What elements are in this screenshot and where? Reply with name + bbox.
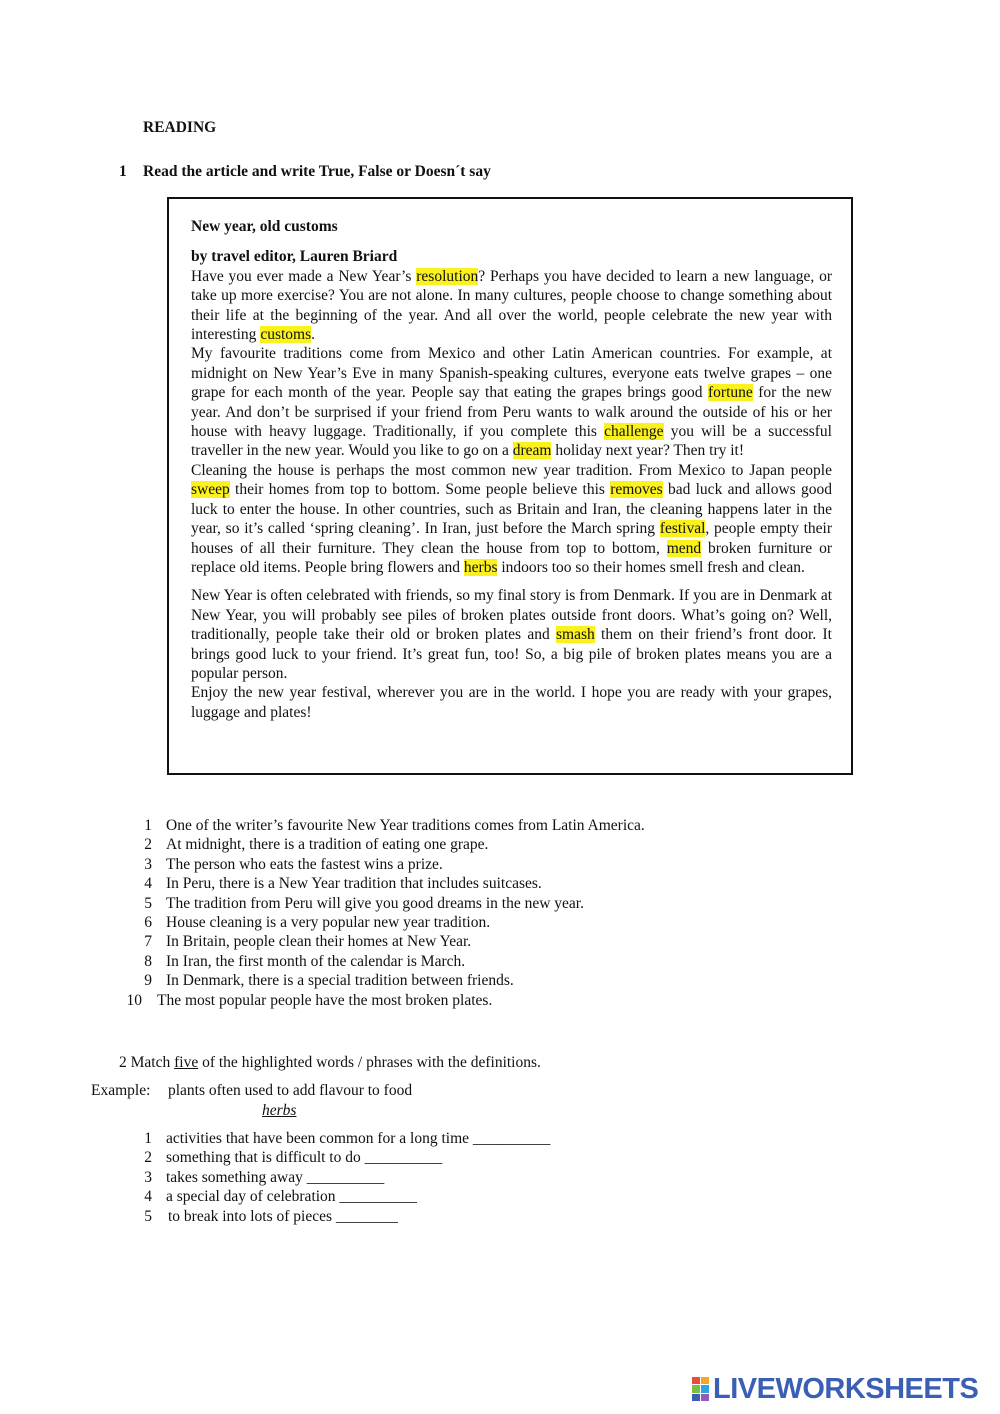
list-item: 3 The person who eats the fastest wins a prize. <box>144 855 443 873</box>
task1-number: 1 <box>119 163 127 180</box>
list-item: 4 In Peru, there is a New Year tradition that includes suitcases. <box>144 875 542 893</box>
liveworksheets-logo <box>692 1374 978 1404</box>
list-item: 1 One of the writer’s favourite New Year traditions comes from Latin America. <box>144 817 645 834</box>
list-item: 10 The most popular people have the most broken plates. <box>126 991 493 1009</box>
article-box <box>167 197 853 775</box>
logo-text: LIVEWORKSHEETS <box>713 1372 979 1405</box>
article-paragraph-2: My favourite traditions come from Mexico and other Latin American countries. For example, at midnight on New Year’s Eve in many Spanish-speaking cultures, everyone eats twelve grapes – one grape for each month of the year. People say that eating the grapes brings good fortune for the new year. And don’t be surprised if your friend from Peru wants to walk around the outside of his or her house with heavy luggage. Traditionally, if you complete this challenge you will be a successful traveller in the new year. Would you like to go on a dream holiday next year? Then try it! <box>191 345 832 460</box>
highlight-removes: removes <box>610 481 663 499</box>
highlight-mend: mend <box>666 539 702 557</box>
highlight-fortune: fortune <box>708 384 753 402</box>
task2-instruction: 2 Match five of the highlighted words / phrases with the definitions. <box>119 1054 541 1071</box>
article-paragraph-5: Enjoy the new year festival, wherever you are in the world. I hope you are ready with your grapes, luggage and plates! <box>191 684 832 721</box>
article-paragraph-3: Cleaning the house is perhaps the most common new year tradition. From Mexico to Japan people sweep their homes from top to bottom. Some people believe this removes bad luck and allows good luck to enter the house. In other countries, such as Britain and Iran, the cleaning happens later in the year, so it’s called ‘spring cleaning’. In Iran, just before the March spring festival, people empty their houses of all their furniture. They clean the house from top to bottom, mend broken furniture or replace old items. People bring flowers and herbs indoors too so their homes smell fresh and clean. <box>191 461 833 576</box>
example-label: Example: <box>91 1082 151 1099</box>
list-item: 3 takes something away __________ <box>144 1168 385 1186</box>
list-item: 8 In Iran, the first month of the calendar is March. <box>144 952 466 970</box>
highlight-sweep: sweep <box>191 481 230 499</box>
article-paragraph-4: New Year is often celebrated with friends, so my final story is from Denmark. If you are in Denmark at New Year, you will probably see piles of broken plates outside front doors. What’s going on? Well, traditionally, people take their old or broken plates and smash them on their friend’s front door. It brings good luck to your friend. It’s great fun, too! So, a big pile of broken plates means you are a popular person. <box>191 587 832 682</box>
list-item: 7 In Britain, people clean their homes at New Year. <box>144 933 472 951</box>
list-item: 5 to break into lots of pieces ________ <box>144 1207 398 1225</box>
article-paragraph-1: Have you ever made a New Year’s resolution? Perhaps you have decided to learn a new language, or take up more exercise? You are not alone. In many cultures, people choose to change something about their life at the beginning of the year. And all over the world, people celebrate the new year with interesting customs. <box>191 267 832 344</box>
highlight-challenge: challenge <box>604 423 664 441</box>
task1-instruction: Read the article and write True, False or Doesn´t say <box>143 163 491 180</box>
section-title: READING <box>143 119 217 136</box>
highlight-herbs: herbs <box>463 558 498 576</box>
article-byline: by travel editor, Lauren Briard <box>191 248 398 266</box>
list-item: 2 something that is difficult to do __________ <box>144 1149 443 1167</box>
article-title: New year, old customs <box>191 218 338 235</box>
list-item: 2 At midnight, there is a tradition of eating one grape. <box>144 836 489 854</box>
highlight-smash: smash <box>556 626 595 644</box>
example-text: plants often used to add flavour to food <box>168 1082 413 1099</box>
highlight-festival: festival <box>659 520 706 538</box>
statement-list <box>120 816 820 1010</box>
list-item: 9 In Denmark, there is a special tradition between friends. <box>144 972 514 990</box>
highlight-dream: dream <box>512 442 552 460</box>
highlight-customs: customs <box>260 326 312 344</box>
list-item: 1 activities that have been common for a long time __________ <box>144 1130 551 1147</box>
list-item: 4 a special day of celebration __________ <box>144 1188 417 1206</box>
highlight-resolution: resolution <box>416 267 479 285</box>
list-item: 6 House cleaning is a very popular new year tradition. <box>144 913 491 931</box>
logo-icon <box>692 1377 709 1401</box>
definition-list <box>120 1129 820 1226</box>
article-body <box>191 217 832 722</box>
example-answer: herbs <box>262 1102 297 1119</box>
list-item: 5 The tradition from Peru will give you good dreams in the new year. <box>144 894 584 912</box>
